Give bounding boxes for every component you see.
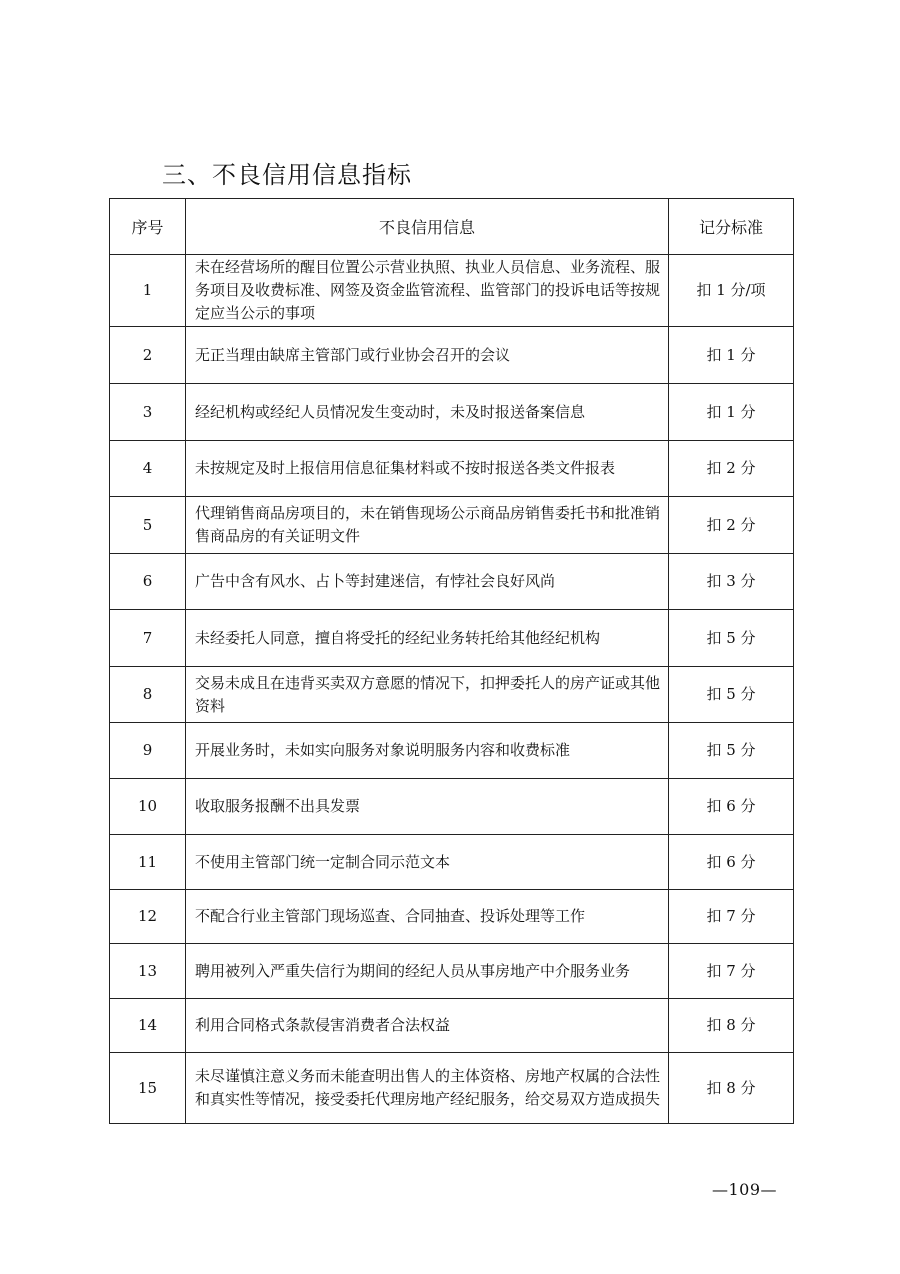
row-no: 5 [110, 497, 186, 554]
row-score: 扣 3 分 [669, 554, 794, 610]
row-no: 2 [110, 327, 186, 384]
table-row [110, 1053, 794, 1124]
row-no: 12 [110, 890, 186, 944]
table-row [110, 497, 794, 554]
row-no: 7 [110, 610, 186, 667]
table-row [110, 723, 794, 779]
table-row [110, 890, 794, 944]
table-row [110, 441, 794, 497]
row-no: 1 [110, 255, 186, 327]
table-row [110, 255, 794, 327]
table-row [110, 610, 794, 667]
row-score: 扣 6 分 [669, 779, 794, 835]
row-info: 不配合行业主管部门现场巡查、合同抽查、投诉处理等工作 [186, 890, 669, 944]
row-score: 扣 5 分 [669, 610, 794, 667]
row-info: 开展业务时，未如实向服务对象说明服务内容和收费标准 [186, 723, 669, 779]
header-info: 不良信用信息 [186, 199, 669, 255]
row-score: 扣 1 分 [669, 384, 794, 441]
bad-credit-table [109, 198, 794, 1124]
row-score: 扣 8 分 [669, 999, 794, 1053]
row-info: 无正当理由缺席主管部门或行业协会召开的会议 [186, 327, 669, 384]
row-info: 广告中含有风水、占卜等封建迷信，有悖社会良好风尚 [186, 554, 669, 610]
row-no: 9 [110, 723, 186, 779]
table-row [110, 384, 794, 441]
row-info: 代理销售商品房项目的，未在销售现场公示商品房销售委托书和批准销售商品房的有关证明文件 [186, 497, 669, 554]
table-row [110, 944, 794, 999]
row-no: 4 [110, 441, 186, 497]
row-score: 扣 1 分 [669, 327, 794, 384]
row-score: 扣 2 分 [669, 497, 794, 554]
row-no: 13 [110, 944, 186, 999]
row-score: 扣 7 分 [669, 944, 794, 999]
row-no: 15 [110, 1053, 186, 1124]
table-row [110, 999, 794, 1053]
row-info: 未经委托人同意，擅自将受托的经纪业务转托给其他经纪机构 [186, 610, 669, 667]
row-no: 6 [110, 554, 186, 610]
row-no: 8 [110, 667, 186, 723]
row-info: 聘用被列入严重失信行为期间的经纪人员从事房地产中介服务业务 [186, 944, 669, 999]
row-no: 14 [110, 999, 186, 1053]
row-score: 扣 5 分 [669, 667, 794, 723]
row-no: 3 [110, 384, 186, 441]
table-row [110, 554, 794, 610]
table-row [110, 667, 794, 723]
row-info: 交易未成且在违背买卖双方意愿的情况下，扣押委托人的房产证或其他资料 [186, 667, 669, 723]
row-no: 11 [110, 835, 186, 890]
row-info: 不使用主管部门统一定制合同示范文本 [186, 835, 669, 890]
table-row [110, 779, 794, 835]
table-header-row [110, 199, 794, 255]
row-info: 利用合同格式条款侵害消费者合法权益 [186, 999, 669, 1053]
row-info: 经纪机构或经纪人员情况发生变动时，未及时报送备案信息 [186, 384, 669, 441]
row-score: 扣 1 分/项 [669, 255, 794, 327]
row-info: 未在经营场所的醒目位置公示营业执照、执业人员信息、业务流程、服务项目及收费标准、网签及资金监管流程、监管部门的投诉电话等按规定应当公示的事项 [186, 255, 669, 327]
section-title: 三、不良信用信息指标 [162, 161, 412, 189]
table-row [110, 327, 794, 384]
row-score: 扣 8 分 [669, 1053, 794, 1124]
table-row [110, 835, 794, 890]
row-no: 10 [110, 779, 186, 835]
row-score: 扣 7 分 [669, 890, 794, 944]
row-score: 扣 2 分 [669, 441, 794, 497]
row-score: 扣 5 分 [669, 723, 794, 779]
row-info: 未尽谨慎注意义务而未能查明出售人的主体资格、房地产权属的合法性和真实性等情况，接受委托代理房地产经纪服务，给交易双方造成损失 [186, 1053, 669, 1124]
page-number: —109— [712, 1180, 778, 1199]
header-score: 记分标准 [669, 199, 794, 255]
row-info: 收取服务报酬不出具发票 [186, 779, 669, 835]
header-no: 序号 [110, 199, 186, 255]
row-score: 扣 6 分 [669, 835, 794, 890]
row-info: 未按规定及时上报信用信息征集材料或不按时报送各类文件报表 [186, 441, 669, 497]
